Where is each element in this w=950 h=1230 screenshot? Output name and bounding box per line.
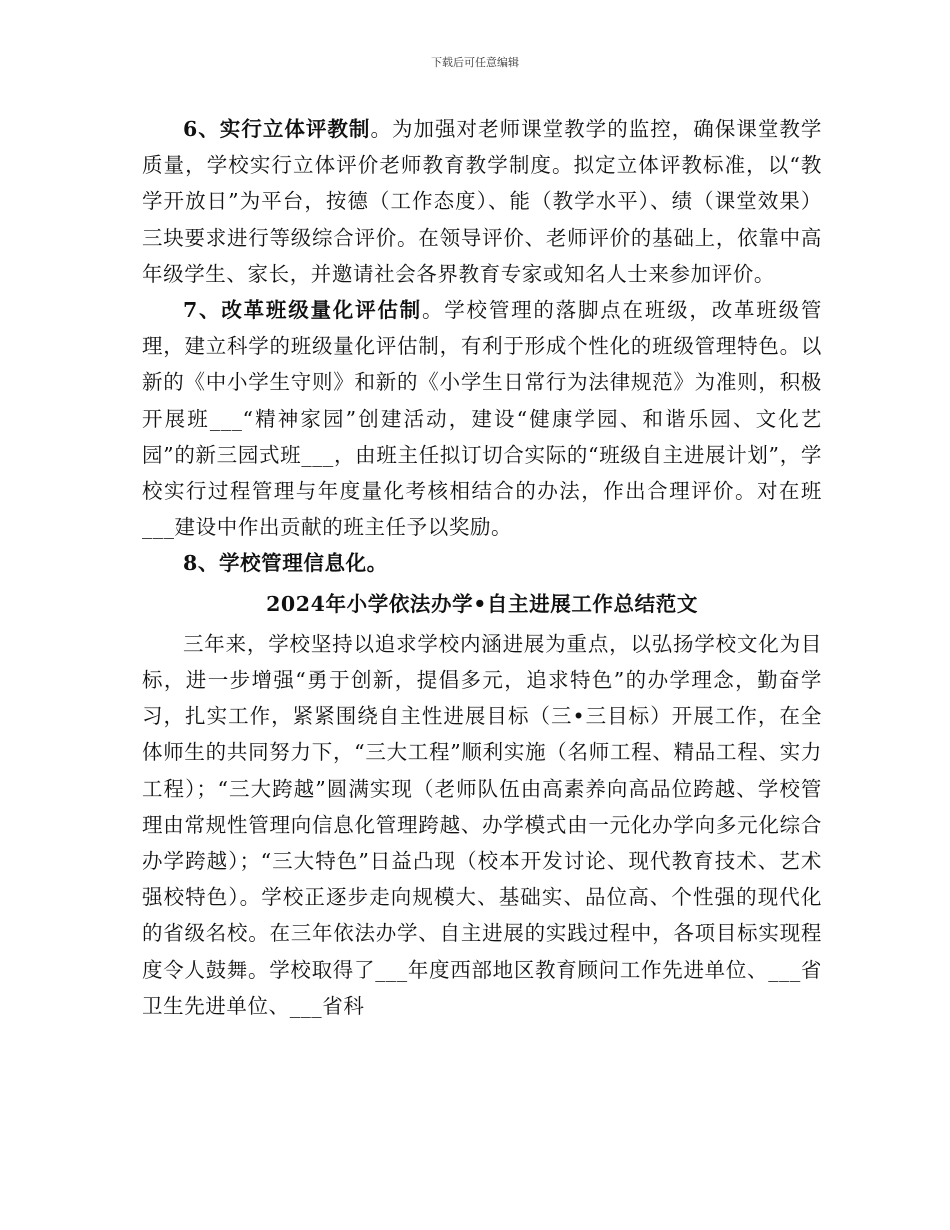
article-title: 2024年小学依法办学•自主进展工作总结范文 xyxy=(266,591,698,616)
document-body xyxy=(142,111,822,1024)
section-7-body: 。学校管理的落脚点在班级，改革班级管理，建立科学的班级量化评估制，有利于形成个性化的班级管理特色。以新的《中小学生守则》和新的《小学生日常行为法律规范》为准则，积极开展班___“精神家园”创建活动，建设“健康学园、和谐乐园、文化艺园”的新三园式班___，由班主任拟订切合实际的“班级自主进展计划”，学校实行过程管理与年度量化考核相结合的办法，作出合理评价。对在班___建设中作出贡献的班主任予以奖励。 xyxy=(142,298,822,540)
section-8 xyxy=(142,545,822,581)
article-paragraph: 三年来，学校坚持以追求学校内涵进展为重点，以弘扬学校文化为目标，进一步增强“勇于创新，提倡多元，追求特色”的办学理念，勤奋学习，扎实工作，紧紧围绕自主性进展目标（三•三目标）开展工作，在全体师生的共同努力下，“三大工程”顺利实施（名师工程、精品工程、实力工程）；“三大跨越”圆满实现（老师队伍由高素养向高品位跨越、学校管理由常规性管理向信息化管理跨越、办学模式由一元化办学向多元化综合办学跨越）；“三大特色”日益凸现（校本开发讨论、现代教育技术、艺术强校特色）。学校正逐步走向规模大、基础实、品位高、个性强的现代化的省级名校。在三年依法办学、自主进展的实践过程中，各项目标实现程度令人鼓舞。学校取得了___年度西部地区教育顾问工作先进单位、___省卫生先进单位、___省科 xyxy=(142,631,822,1018)
section-7 xyxy=(142,292,822,545)
section-6 xyxy=(142,111,822,292)
section-6-heading: 6、实行立体评教制 xyxy=(183,117,371,141)
section-7-heading: 7、改革班级量化评估制 xyxy=(183,298,422,323)
section-8-heading: 8、学校管理信息化。 xyxy=(183,551,388,576)
page-header: 下载后可任意编辑 xyxy=(431,56,519,69)
section-6-body: 。为加强对老师课堂教学的监控，确保课堂教学质量，学校实行立体评价老师教育教学制度。拟定立体评教标准，以“教学开放日”为平台，按德（工作态度）、能（教学水平）、绩（课堂效果）三块要求进行等级综合评价。在领导评价、老师评价的基础上，依靠中高年级学生、家长，并邀请社会各界教育专家或知名人士来参加评价。 xyxy=(142,117,822,286)
